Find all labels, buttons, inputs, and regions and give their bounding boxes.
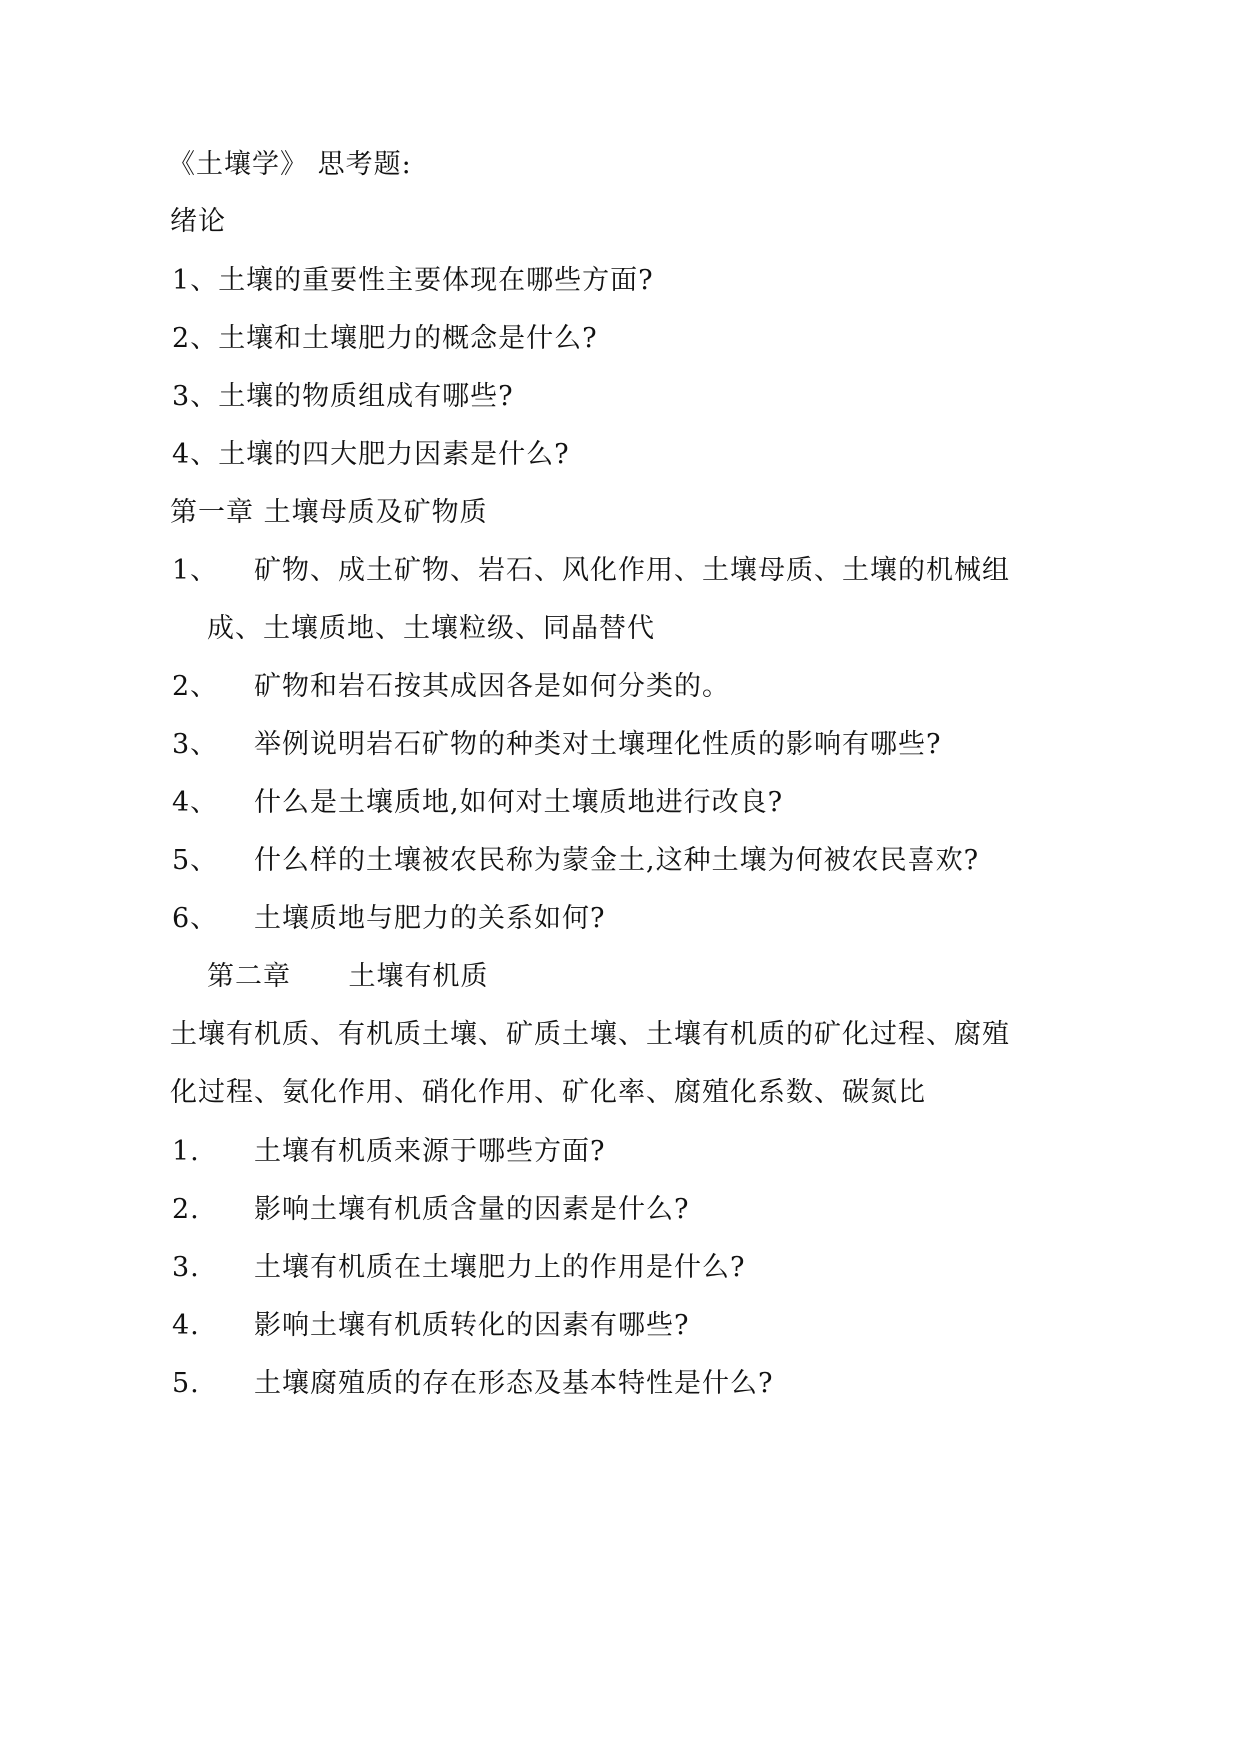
list-item <box>172 437 570 473</box>
item-number: 3 <box>172 381 191 412</box>
item-number: 4、 <box>172 787 219 818</box>
section-heading-intro: 绪论 <box>170 206 226 237</box>
item-number: 2 <box>172 323 191 354</box>
terms-line: 化过程、氨化作用、硝化作用、矿化率、腐殖化系数、碳氮比 <box>170 1077 926 1108</box>
item-text: 什么是土壤质地,如何对土壤质地进行改良? <box>254 787 784 818</box>
item-text: 影响土壤有机质含量的因素是什么? <box>254 1194 690 1225</box>
item-number: 4 <box>172 439 191 470</box>
item-text: 矿物和岩石按其成因各是如何分类的。 <box>254 671 730 702</box>
item-number: 1、 <box>172 555 219 586</box>
list-item <box>172 379 514 415</box>
item-number: 5、 <box>172 845 219 876</box>
item-text: 矿物、成土矿物、岩石、风化作用、土壤母质、土壤的机械组 <box>254 555 1010 586</box>
list-item <box>172 263 654 299</box>
item-text: 什么样的土壤被农民称为蒙金土,这种土壤为何被农民喜欢? <box>254 845 980 876</box>
list-item <box>172 1192 689 1228</box>
item-text: 土壤有机质在土壤肥力上的作用是什么? <box>254 1252 746 1283</box>
item-number: 4. <box>172 1310 200 1341</box>
document-title: 《土壤学》 思考题: <box>168 149 412 180</box>
item-number: 3、 <box>172 729 219 760</box>
item-text: 土壤质地与肥力的关系如何? <box>254 903 606 934</box>
item-text: 影响土壤有机质转化的因素有哪些? <box>254 1310 690 1341</box>
list-item <box>172 669 730 705</box>
item-separator: 、 <box>190 439 219 470</box>
terms-line: 土壤有机质、有机质土壤、矿质土壤、土壤有机质的矿化过程、腐殖 <box>170 1019 1010 1050</box>
item-separator: 、 <box>190 381 219 412</box>
item-text: 土壤的四大肥力因素是什么? <box>218 439 570 470</box>
item-text: 土壤腐殖质的存在形态及基本特性是什么? <box>254 1368 774 1399</box>
item-number: 3. <box>172 1252 200 1283</box>
list-item <box>172 901 605 937</box>
list-item <box>172 727 941 763</box>
list-item <box>172 1308 689 1344</box>
item-separator: 、 <box>190 265 219 296</box>
section-heading-chapter1: 第一章 土壤母质及矿物质 <box>170 497 488 528</box>
item-text: 土壤有机质来源于哪些方面? <box>254 1136 606 1167</box>
list-item <box>172 1134 605 1170</box>
item-number: 5. <box>172 1368 200 1399</box>
list-item <box>172 843 979 879</box>
list-item <box>172 1250 745 1286</box>
item-number: 1 <box>172 265 191 296</box>
list-item <box>172 553 1010 589</box>
item-text: 举例说明岩石矿物的种类对土壤理化性质的影响有哪些? <box>254 729 942 760</box>
item-number: 1. <box>172 1136 200 1167</box>
item-number: 6、 <box>172 903 219 934</box>
item-text: 土壤的物质组成有哪些? <box>218 381 514 412</box>
list-item <box>172 1366 773 1402</box>
section-heading-chapter2: 第二章 土壤有机质 <box>207 961 489 992</box>
item-text: 土壤的重要性主要体现在哪些方面? <box>218 265 654 296</box>
item-separator: 、 <box>190 323 219 354</box>
item-text: 土壤和土壤肥力的概念是什么? <box>218 323 598 354</box>
list-item <box>172 785 783 821</box>
list-item-continuation: 成、土壤质地、土壤粒级、同晶替代 <box>207 613 655 644</box>
item-number: 2、 <box>172 671 219 702</box>
list-item <box>172 321 598 357</box>
item-number: 2. <box>172 1194 200 1225</box>
